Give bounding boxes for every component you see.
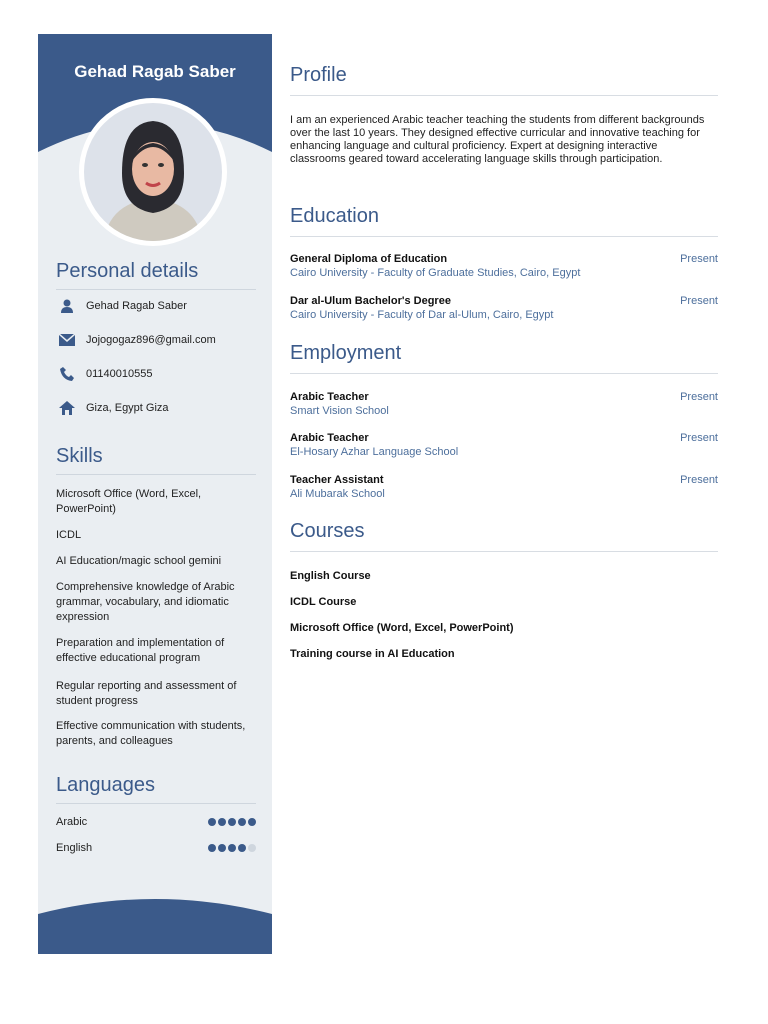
entry-title: General Diploma of Education [290, 253, 448, 265]
entry-title: Dar al-Ulum Bachelor's Degree [290, 295, 451, 307]
level-dot [208, 844, 216, 852]
course-item: Microsoft Office (Word, Excel, PowerPoint) [290, 622, 514, 634]
entry-title: Arabic Teacher [290, 432, 369, 444]
language-row-arabic [56, 816, 256, 828]
entry-institution: Cairo University - Faculty of Graduate Studies, Cairo, Egypt [290, 267, 581, 279]
skill-item: Effective communication with students, parents, and colleagues [56, 720, 246, 747]
entry-institution: Cairo University - Faculty of Dar al-Ulum, Cairo, Egypt [290, 309, 554, 321]
courses-heading: Courses [290, 520, 718, 552]
entry-title: Arabic Teacher [290, 391, 369, 403]
entry-employer: Smart Vision School [290, 405, 389, 417]
entry-title: Teacher Assistant [290, 474, 384, 486]
person-icon [56, 298, 78, 314]
language-name: English [56, 842, 93, 854]
entry-date: Present [680, 432, 718, 444]
course-item: English Course [290, 570, 371, 582]
entry-date: Present [680, 295, 718, 307]
level-dot [248, 818, 256, 826]
level-dot [228, 844, 236, 852]
profile-text: I am an experienced Arabic teacher teaching the students from different backgrounds over the last 10 years. They designed effective curricular and innovative teaching for enhancing language and cultural proficiency. Expert at designing interactive classrooms geared toward accelerating language skills through participation. [290, 114, 705, 165]
detail-address-text: Giza, Egypt Giza [86, 402, 169, 414]
skill-item: AI Education/magic school gemini [56, 555, 222, 567]
language-level-dots [208, 844, 256, 852]
level-dot [228, 818, 236, 826]
language-row-english [56, 842, 256, 854]
detail-name [56, 298, 187, 314]
entry-date: Present [680, 253, 718, 265]
education-entry [290, 253, 718, 279]
profile-photo [79, 98, 227, 246]
employment-entry [290, 391, 718, 417]
skill-item: Microsoft Office (Word, Excel, PowerPoint) [56, 488, 202, 515]
employment-heading: Employment [290, 342, 718, 374]
course-item: ICDL Course [290, 596, 357, 608]
skill-item: Regular reporting and assessment of student progress [56, 680, 237, 707]
employment-entry [290, 432, 718, 458]
entry-date: Present [680, 391, 718, 403]
languages-heading: Languages [56, 774, 256, 804]
course-item: Training course in AI Education [290, 648, 455, 660]
detail-address [56, 400, 169, 416]
skill-item: ICDL [56, 529, 82, 541]
home-icon [56, 400, 78, 416]
level-dot [238, 844, 246, 852]
profile-heading: Profile [290, 64, 718, 96]
language-level-dots [208, 818, 256, 826]
entry-employer: El-Hosary Azhar Language School [290, 446, 459, 458]
level-dot [208, 818, 216, 826]
skills-heading: Skills [56, 445, 256, 475]
sidebar [38, 34, 272, 954]
personal-details-heading: Personal details [56, 260, 256, 290]
skill-item: Comprehensive knowledge of Arabic grammar, vocabulary, and idiomatic expression [56, 581, 235, 623]
level-dot [218, 844, 226, 852]
envelope-icon [56, 332, 78, 348]
education-heading: Education [290, 205, 718, 237]
skill-item: Preparation and implementation of effective educational program [56, 637, 225, 664]
education-entry [290, 295, 718, 321]
entry-employer: Ali Mubarak School [290, 488, 385, 500]
detail-email-text: Jojogogaz896@gmail.com [86, 334, 216, 346]
level-dot [248, 844, 256, 852]
employment-entry [290, 474, 718, 500]
level-dot [238, 818, 246, 826]
phone-icon [56, 366, 78, 382]
detail-phone [56, 366, 152, 382]
detail-email [56, 332, 216, 348]
entry-date: Present [680, 474, 718, 486]
sidebar-footer-shape [38, 894, 272, 954]
language-name: Arabic [56, 816, 88, 828]
detail-name-text: Gehad Ragab Saber [86, 300, 187, 312]
detail-phone-text: 01140010555 [86, 368, 153, 380]
candidate-name: Gehad Ragab Saber [74, 62, 236, 81]
level-dot [218, 818, 226, 826]
